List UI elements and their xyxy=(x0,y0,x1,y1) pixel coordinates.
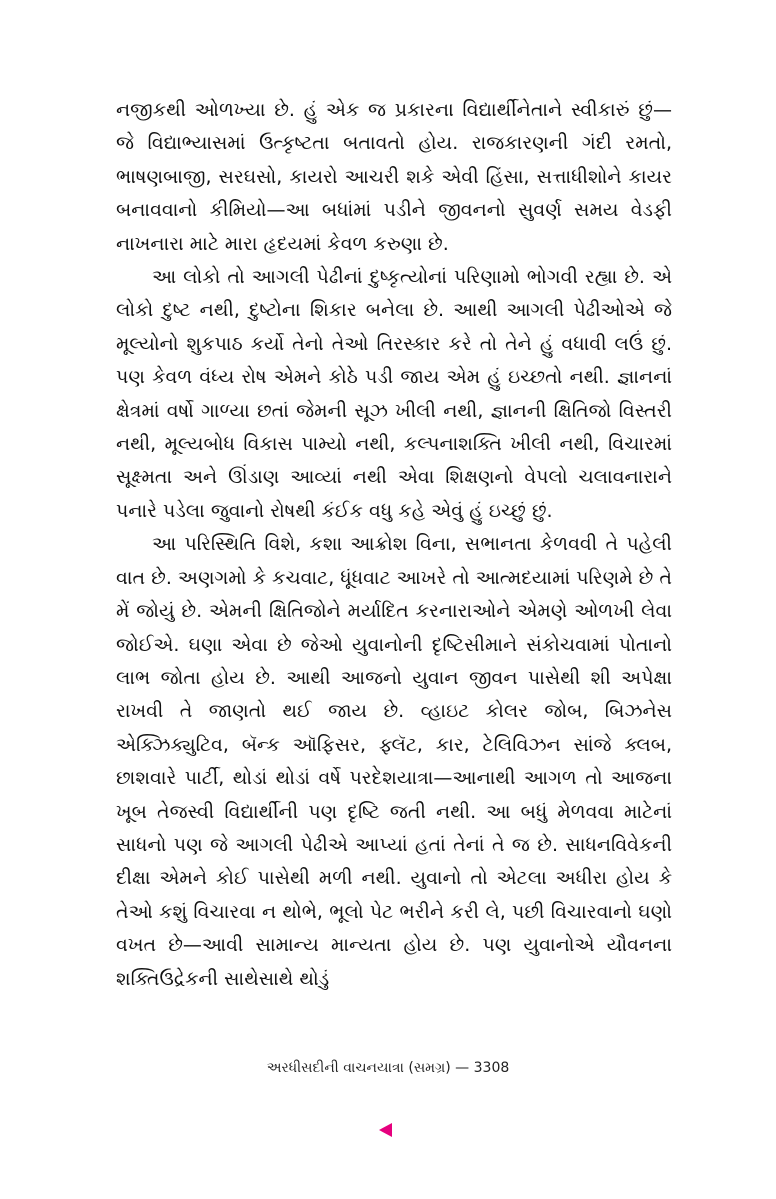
paragraph: આ લોકો તો આગલી પેઢીનાં દુષ્કૃત્યોનાં પરિણામો ભોગવી રહ્યા છે. એ લોકો દુષ્ટ નથી, દુષ્ટોના શિકાર બનેલા છે. આથી આગલી પેઢીઓએ જે મૂલ્યોનો શુકપાઠ કર્યો તેનો તેઓ તિરસ્કાર કરે તો તેને હું વધાવી લઉં છું. પણ કેવળ વંધ્ય રોષ એમને કોઠે પડી જાય એમ હું ઇચ્છતો નથી. જ્ઞાનનાં ક્ષેત્રમાં વર્ષો ગાળ્યા છતાં જેમની સૂઝ ખીલી નથી, જ્ઞાનની ક્ષિતિજો વિસ્તરી નથી, મૂલ્યબોધ વિકાસ પામ્યો નથી, કલ્પનાશક્તિ ખીલી નથી, વિચારમાં સૂક્ષ્મતા અને ઊંડાણ આવ્યાં નથી એવા શિક્ષણનો વેપલો ચલાવનારાને પનારે પડેલા જુવાનો રોષથી કંઈક વધુ કહે એવું હું ઇચ્છું છું. xyxy=(116,266,672,522)
previous-page-arrow-icon[interactable] xyxy=(379,1123,392,1137)
body-text xyxy=(116,94,672,996)
page-footer: અરધીસદીની વાચનયાત્રા (સમગ્ર) — 3308 xyxy=(266,1060,510,1076)
paragraph-continuation: નજીકથી ઓળખ્યા છે. હું એક જ પ્રકારના વિદ્યાર્થીનેતાને સ્વીકારું છું— જે વિદ્યાભ્યાસમાં ઉત્કૃષ્ટતા બતાવતો હોય. રાજકારણની ગંદી રમતો, ભાષણબાજી, સરઘસો, કાયરો આચરી શકે એવી હિંસા, સત્તાધીશોને કાયર બનાવવાનો કીમિયો—આ બધાંમાં પડીને જીવનનો સુવર્ણ સમય વેડફી નાખનારા માટે મારા હૃદયમાં કેવળ કરુણા છે. xyxy=(116,99,672,255)
paragraph: આ પરિસ્થિતિ વિશે, કશા આક્રોશ વિના, સભાનતા કેળવવી તે પહેલી વાત છે. અણગમો કે કચવાટ, ધૂંધવાટ આખરે તો આત્મદયામાં પરિણમે છે તે મેં જોયું છે. એમની ક્ષિતિજોને મર્યાદિત કરનારાઓને એમણે ઓળખી લેવા જોઈએ. ઘણા એવા છે જેઓ યુવાનોની દૃષ્ટિસીમાને સંકોચવામાં પોતાનો લાભ જોતા હોય છે. આથી આજનો યુવાન જીવન પાસેથી શી અપેક્ષા રાખવી તે જાણતો થઈ જાય છે. વ્હાઇટ કોલર જોબ, બિઝનેસ એક્ઝિક્યુટિવ, બૅન્ક ઑફિસર, ફ્લૅટ, કાર, ટેલિવિઝન સાંજે ક્લબ, છાશવારે પાર્ટી, થોડાં થોડાં વર્ષે પરદેશયાત્રા—આનાથી આગળ તો આજના ખૂબ તેજસ્વી વિદ્યાર્થીની પણ દૃષ્ટિ જતી નથી. આ બધું મેળવવા માટેનાં સાધનો પણ જે આગલી પેઢીએ આપ્યાં હતાં તેનાં તે જ છે. સાધનવિવેકની દીક્ષા એમને કોઈ પાસેથી મળી નથી. યુવાનો તો એટલા અધીરા હોય કે તેઓ કશું વિચારવા ન થોભે, ભૂલો પેટ ભરીને કરી લે, પછી વિચારવાનો ઘણો વખત છે—આવી સામાન્ય માન્યતા હોય છે. પણ યુવાનોએ યૌવનના શક્તિઉદ્રેકની સાથેસાથે થોડું xyxy=(116,533,672,990)
